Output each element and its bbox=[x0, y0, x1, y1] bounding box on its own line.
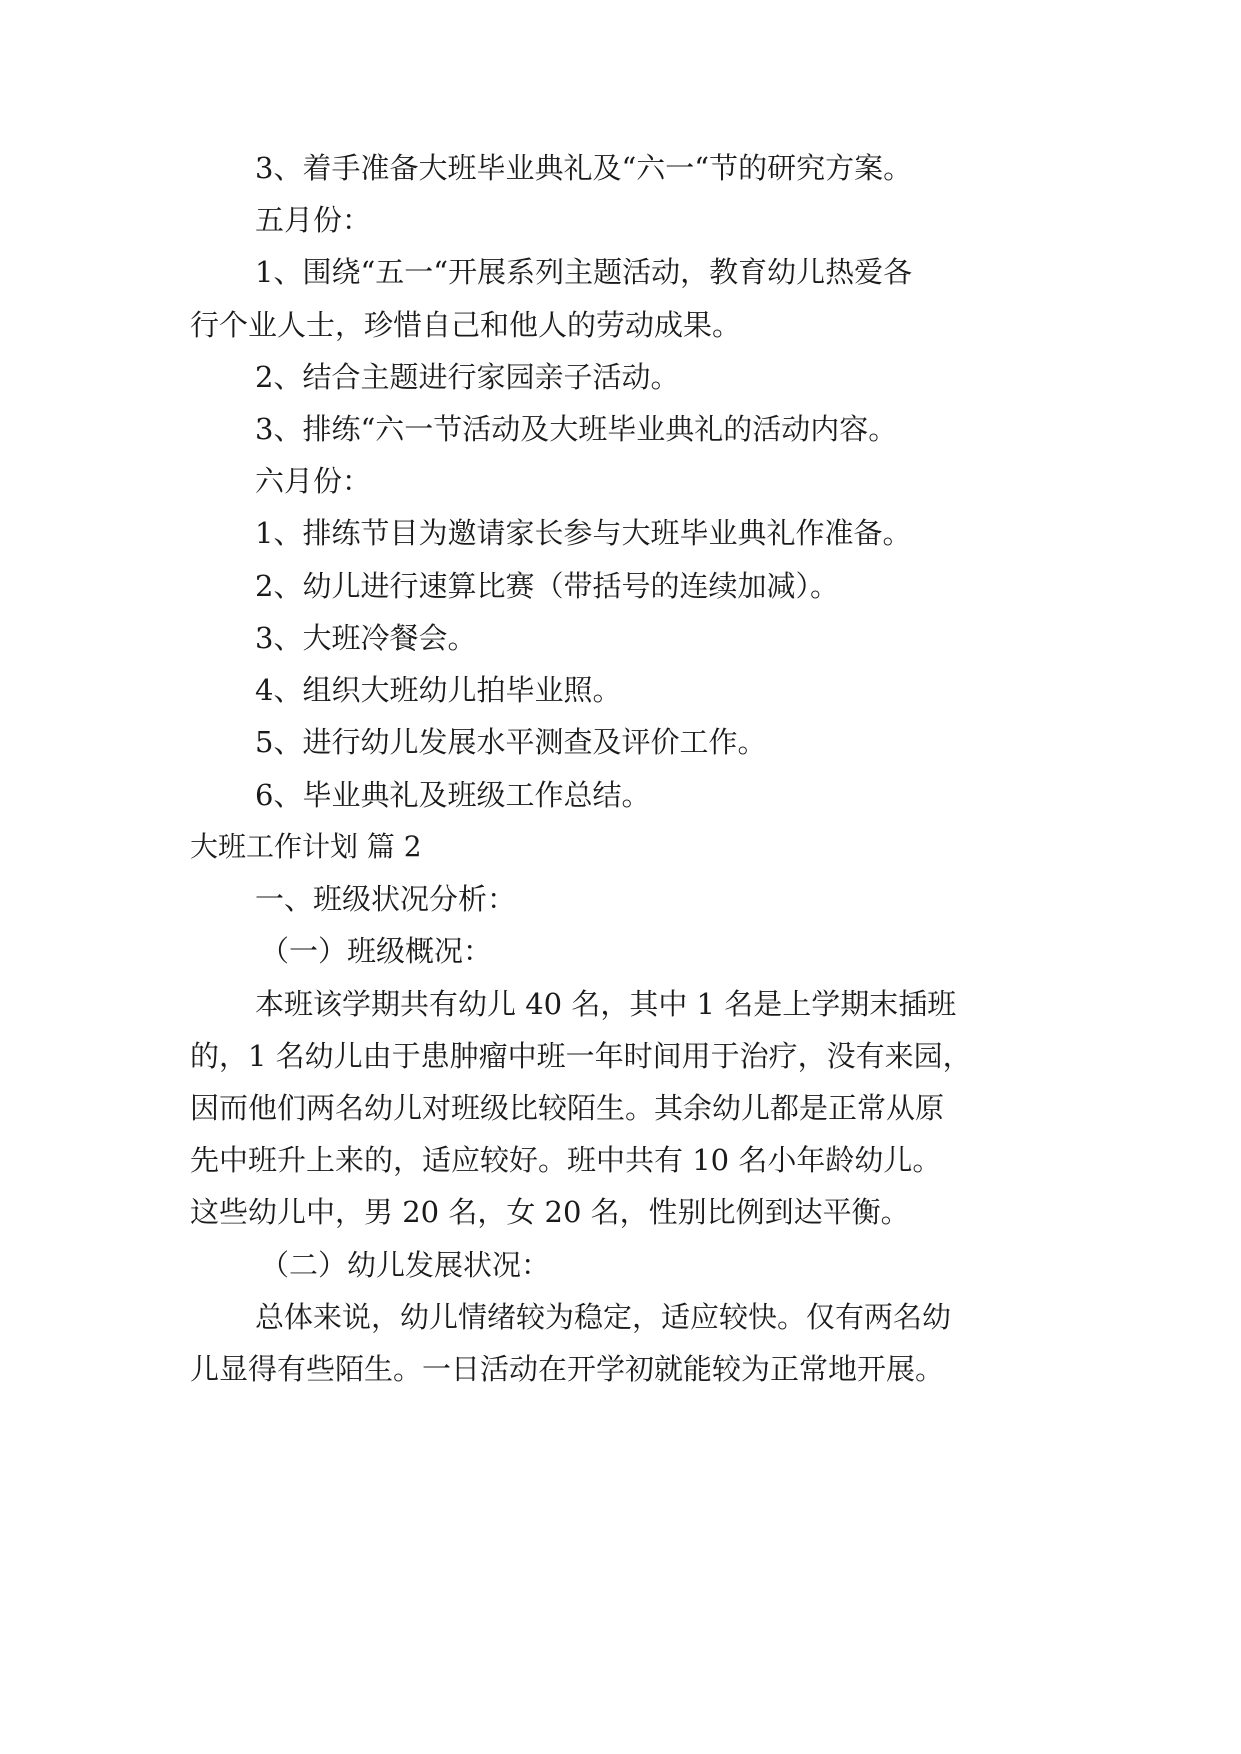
paragraph-line: 先中班升上来的，适应较好。班中共有 10 名小年龄幼儿。 bbox=[190, 1143, 942, 1177]
paragraph-line: 本班该学期共有幼儿 40 名，其中 1 名是上学期末插班 bbox=[255, 987, 957, 1021]
paragraph-line: 1、排练节目为邀请家长参与大班毕业典礼作准备。 bbox=[255, 516, 912, 550]
paragraph-line: 儿显得有些陌生。一日活动在开学初就能较为正常地开展。 bbox=[190, 1352, 945, 1386]
paragraph-line: 的，1 名幼儿由于患肿瘤中班一年时间用于治疗，没有来园， bbox=[190, 1039, 972, 1073]
paragraph-line: 3、着手准备大班毕业典礼及“六一“节的研究方案。 bbox=[255, 151, 913, 185]
paragraph-line: 3、大班冷餐会。 bbox=[255, 621, 477, 655]
paragraph-line: 2、幼儿进行速算比赛（带括号的连续加减）。 bbox=[255, 569, 839, 603]
paragraph-line: 这些幼儿中，男 20 名，女 20 名，性别比例到达平衡。 bbox=[190, 1195, 910, 1229]
paragraph-line: 4、组织大班幼儿拍毕业照。 bbox=[255, 673, 622, 707]
sub-heading: （一）班级概况： bbox=[260, 934, 493, 968]
paragraph-line: 总体来说，幼儿情绪较为稳定，适应较快。仅有两名幼 bbox=[255, 1300, 952, 1334]
paragraph-line: 因而他们两名幼儿对班级比较陌生。其余幼儿都是正常从原 bbox=[190, 1091, 945, 1125]
section-title: 大班工作计划 篇 2 bbox=[190, 830, 422, 863]
paragraph-line: 6、毕业典礼及班级工作总结。 bbox=[255, 778, 651, 812]
paragraph-line: 5、进行幼儿发展水平测查及评价工作。 bbox=[255, 725, 767, 759]
paragraph-line: 1、围绕“五一“开展系列主题活动，教育幼儿热爱各 bbox=[255, 255, 913, 289]
paragraph-line: 3、排练“六一节活动及大班毕业典礼的活动内容。 bbox=[255, 412, 898, 446]
month-heading-may: 五月份： bbox=[255, 203, 372, 237]
paragraph-line: 行个业人士，珍惜自己和他人的劳动成果。 bbox=[190, 308, 742, 342]
paragraph-line: 2、结合主题进行家园亲子活动。 bbox=[255, 360, 680, 394]
sub-heading: （二）幼儿发展状况： bbox=[260, 1248, 551, 1282]
month-heading-june: 六月份： bbox=[255, 464, 372, 498]
part-heading: 一、班级状况分析： bbox=[255, 882, 517, 916]
